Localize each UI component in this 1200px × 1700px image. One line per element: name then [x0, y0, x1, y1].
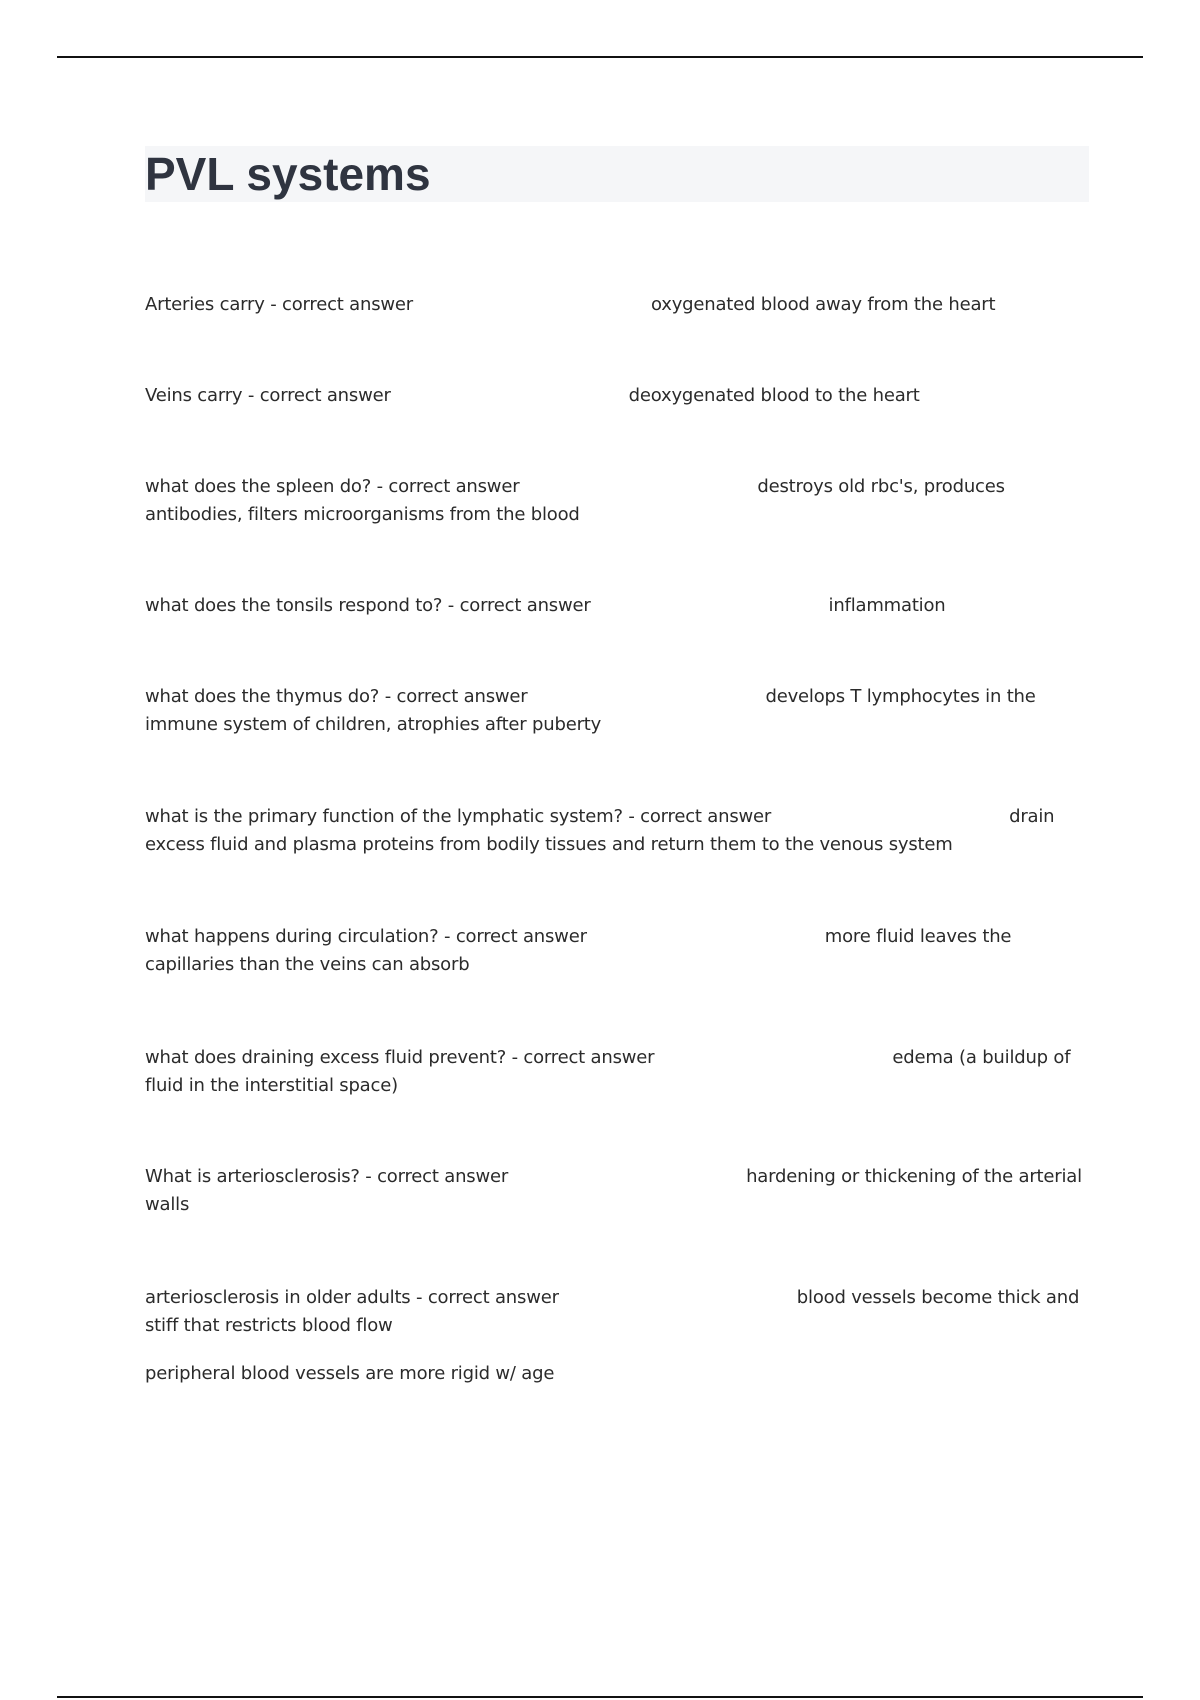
qa-answer: blood vessels become thick and stiff that restricts blood flow	[145, 1287, 1080, 1336]
qa-item	[145, 291, 1095, 319]
qa-item	[145, 382, 1095, 410]
qa-question: arteriosclerosis in older adults - correct answer	[145, 1287, 559, 1308]
qa-item	[145, 1163, 1095, 1219]
qa-item	[145, 592, 1095, 620]
qa-question: what does the spleen do? - correct answer	[145, 476, 520, 497]
qa-question: what is the primary function of the lymphatic system? - correct answer	[145, 806, 772, 827]
qa-answer: destroys old rbc's, produces antibodies, filters microorganisms from the blood	[145, 476, 1005, 525]
qa-item	[145, 683, 1095, 739]
qa-answer: oxygenated blood away from the heart	[650, 294, 996, 315]
qa-item	[145, 1044, 1095, 1100]
qa-item	[145, 923, 1095, 979]
qa-answer: develops T lymphocytes in the immune system of children, atrophies after puberty	[145, 686, 1036, 735]
qa-question: what does the tonsils respond to? - correct answer	[145, 595, 591, 616]
extra-note: peripheral blood vessels are more rigid w/ age	[145, 1363, 555, 1384]
qa-item	[145, 1284, 1095, 1340]
qa-item	[145, 803, 1095, 859]
qa-question: Arteries carry - correct answer	[145, 294, 413, 315]
qa-answer: edema (a buildup of fluid in the interstitial space)	[145, 1047, 1071, 1096]
qa-question: what happens during circulation? - correct answer	[145, 926, 587, 947]
qa-question: What is arteriosclerosis? - correct answer	[145, 1166, 509, 1187]
qa-item	[145, 473, 1095, 529]
top-rule	[57, 56, 1143, 58]
qa-question: what does the thymus do? - correct answer	[145, 686, 528, 707]
page-title: PVL systems	[145, 148, 431, 200]
qa-answer: hardening or thickening of the arterial walls	[145, 1166, 1082, 1215]
qa-question: what does draining excess fluid prevent? - correct answer	[145, 1047, 655, 1068]
bottom-rule	[57, 1696, 1143, 1698]
qa-answer: deoxygenated blood to the heart	[628, 385, 920, 406]
qa-answer: inflammation	[828, 595, 946, 616]
qa-answer: more fluid leaves the capillaries than the veins can absorb	[145, 926, 1012, 975]
qa-question: Veins carry - correct answer	[145, 385, 391, 406]
qa-answer: drain excess fluid and plasma proteins from bodily tissues and return them to the venous system	[145, 806, 1055, 855]
